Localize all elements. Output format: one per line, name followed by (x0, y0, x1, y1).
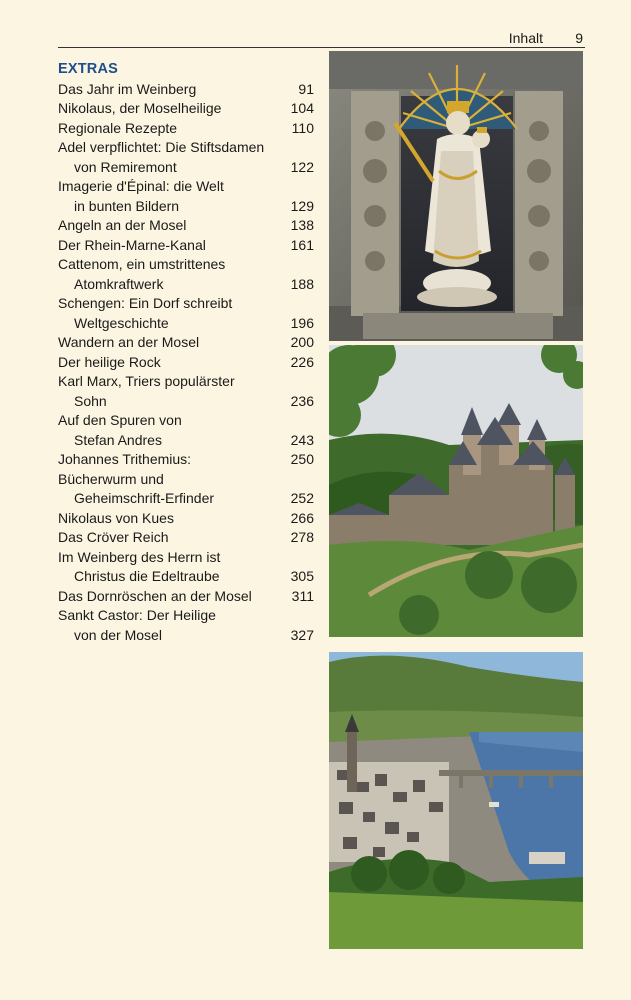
toc-entry-title: Das Cröver Reich (58, 529, 169, 545)
header-rule (58, 47, 585, 48)
toc-entry (58, 333, 314, 353)
toc-entry-title: Nikolaus von Kues (58, 509, 174, 526)
toc-entry-page: 188 (290, 275, 314, 292)
toc-entry-title: Nikolaus, der Moselheilige (58, 100, 222, 116)
toc-entry-page: 236 (290, 392, 314, 409)
toc-entry-page: 266 (290, 509, 314, 526)
toc-entry (58, 216, 314, 236)
toc-entry-page: 161 (290, 236, 314, 253)
toc-entry (58, 411, 314, 450)
toc-entry-page: 138 (290, 217, 314, 233)
toc-entry-title: Weltgeschichte (74, 314, 169, 331)
madonna-statue-photo (329, 51, 583, 341)
toc-entry (58, 255, 314, 294)
toc-entry-title: Stefan Andres (74, 431, 162, 448)
toc-entry-page: 250 (290, 451, 314, 467)
toc-entry-title: Adel verpflichtet: Die Stiftsdamen (58, 139, 265, 155)
toc-entry-title: Der heilige Rock (58, 353, 161, 370)
section-title: Inhalt (508, 30, 543, 46)
toc-entry-title: Regionale Rezepte (58, 119, 178, 136)
toc-entry (58, 236, 314, 256)
page-number: 9 (575, 30, 583, 46)
toc-entry (58, 119, 314, 139)
toc-entry-title: Karl Marx, Triers populärster (58, 373, 235, 389)
toc-entry (58, 138, 314, 177)
running-header (58, 30, 585, 48)
toc-entry-page: 122 (290, 158, 314, 175)
toc-entry-page: 91 (298, 80, 314, 97)
toc-entry-title: Angeln an der Mosel (58, 217, 187, 233)
toc-entry-list (58, 80, 314, 646)
toc-entry-title: Cattenom, ein umstrittenes (58, 256, 226, 272)
toc-entry-title: Das Dornröschen an der Mosel (58, 587, 252, 604)
toc-entry-page: 278 (290, 529, 314, 545)
toc-entry (58, 353, 314, 373)
toc-entry-title: Atomkraftwerk (74, 275, 164, 292)
toc-extras (58, 60, 314, 645)
toc-entry-title: Auf den Spuren von (58, 412, 182, 428)
toc-entry (58, 99, 314, 119)
toc-entry-title: Bücherwurm und (58, 470, 164, 487)
toc-entry (58, 177, 314, 216)
toc-entry-page: 327 (290, 626, 314, 643)
toc-entry-title: Imagerie d'Épinal: die Welt (58, 178, 224, 194)
toc-entry-title: von Remiremont (74, 158, 177, 175)
toc-entry-title: Johannes Trithemius: (58, 451, 192, 467)
toc-entry-title: Der Rhein-Marne-Kanal (58, 236, 206, 253)
toc-entry-page: 110 (291, 119, 314, 136)
toc-entry-page: 129 (290, 197, 314, 214)
toc-entry-title: Wandern an der Mosel (58, 334, 200, 350)
toc-entry-page: 226 (290, 353, 314, 370)
toc-entry-title: Sohn (74, 392, 107, 409)
toc-heading: EXTRAS (58, 61, 119, 77)
toc-entry (58, 528, 314, 548)
toc-entry-title: Im Weinberg des Herrn ist (58, 548, 221, 565)
toc-entry (58, 294, 314, 333)
toc-entry-page: 200 (290, 334, 314, 350)
toc-entry-page: 252 (290, 490, 314, 506)
toc-entry-title: Christus die Edeltraube (74, 568, 220, 584)
mosel-town-photo (329, 652, 583, 949)
toc-entry-page: 104 (290, 100, 314, 116)
toc-entry (58, 470, 314, 509)
toc-entry-page: 305 (290, 568, 314, 584)
toc-entry (58, 372, 314, 411)
toc-entry-title: von der Mosel (74, 626, 162, 643)
toc-entry-title: Das Jahr im Weinberg (58, 80, 197, 97)
toc-entry (58, 80, 314, 100)
toc-entry-title: Geheimschrift-Erfinder (74, 490, 215, 506)
toc-entry (58, 606, 314, 645)
toc-entry-page: 243 (290, 431, 314, 448)
toc-entry-title: in bunten Bildern (74, 197, 180, 214)
toc-entry-title: Sankt Castor: Der Heilige (58, 607, 216, 623)
toc-entry (58, 548, 314, 587)
toc-entry-page: 196 (290, 314, 314, 331)
toc-entry-page: 311 (291, 587, 314, 604)
toc-entry-title: Schengen: Ein Dorf schreibt (58, 295, 233, 311)
toc-entry (58, 587, 314, 607)
toc-entry (58, 450, 314, 470)
castle-photo (329, 345, 583, 637)
toc-entry (58, 509, 314, 529)
